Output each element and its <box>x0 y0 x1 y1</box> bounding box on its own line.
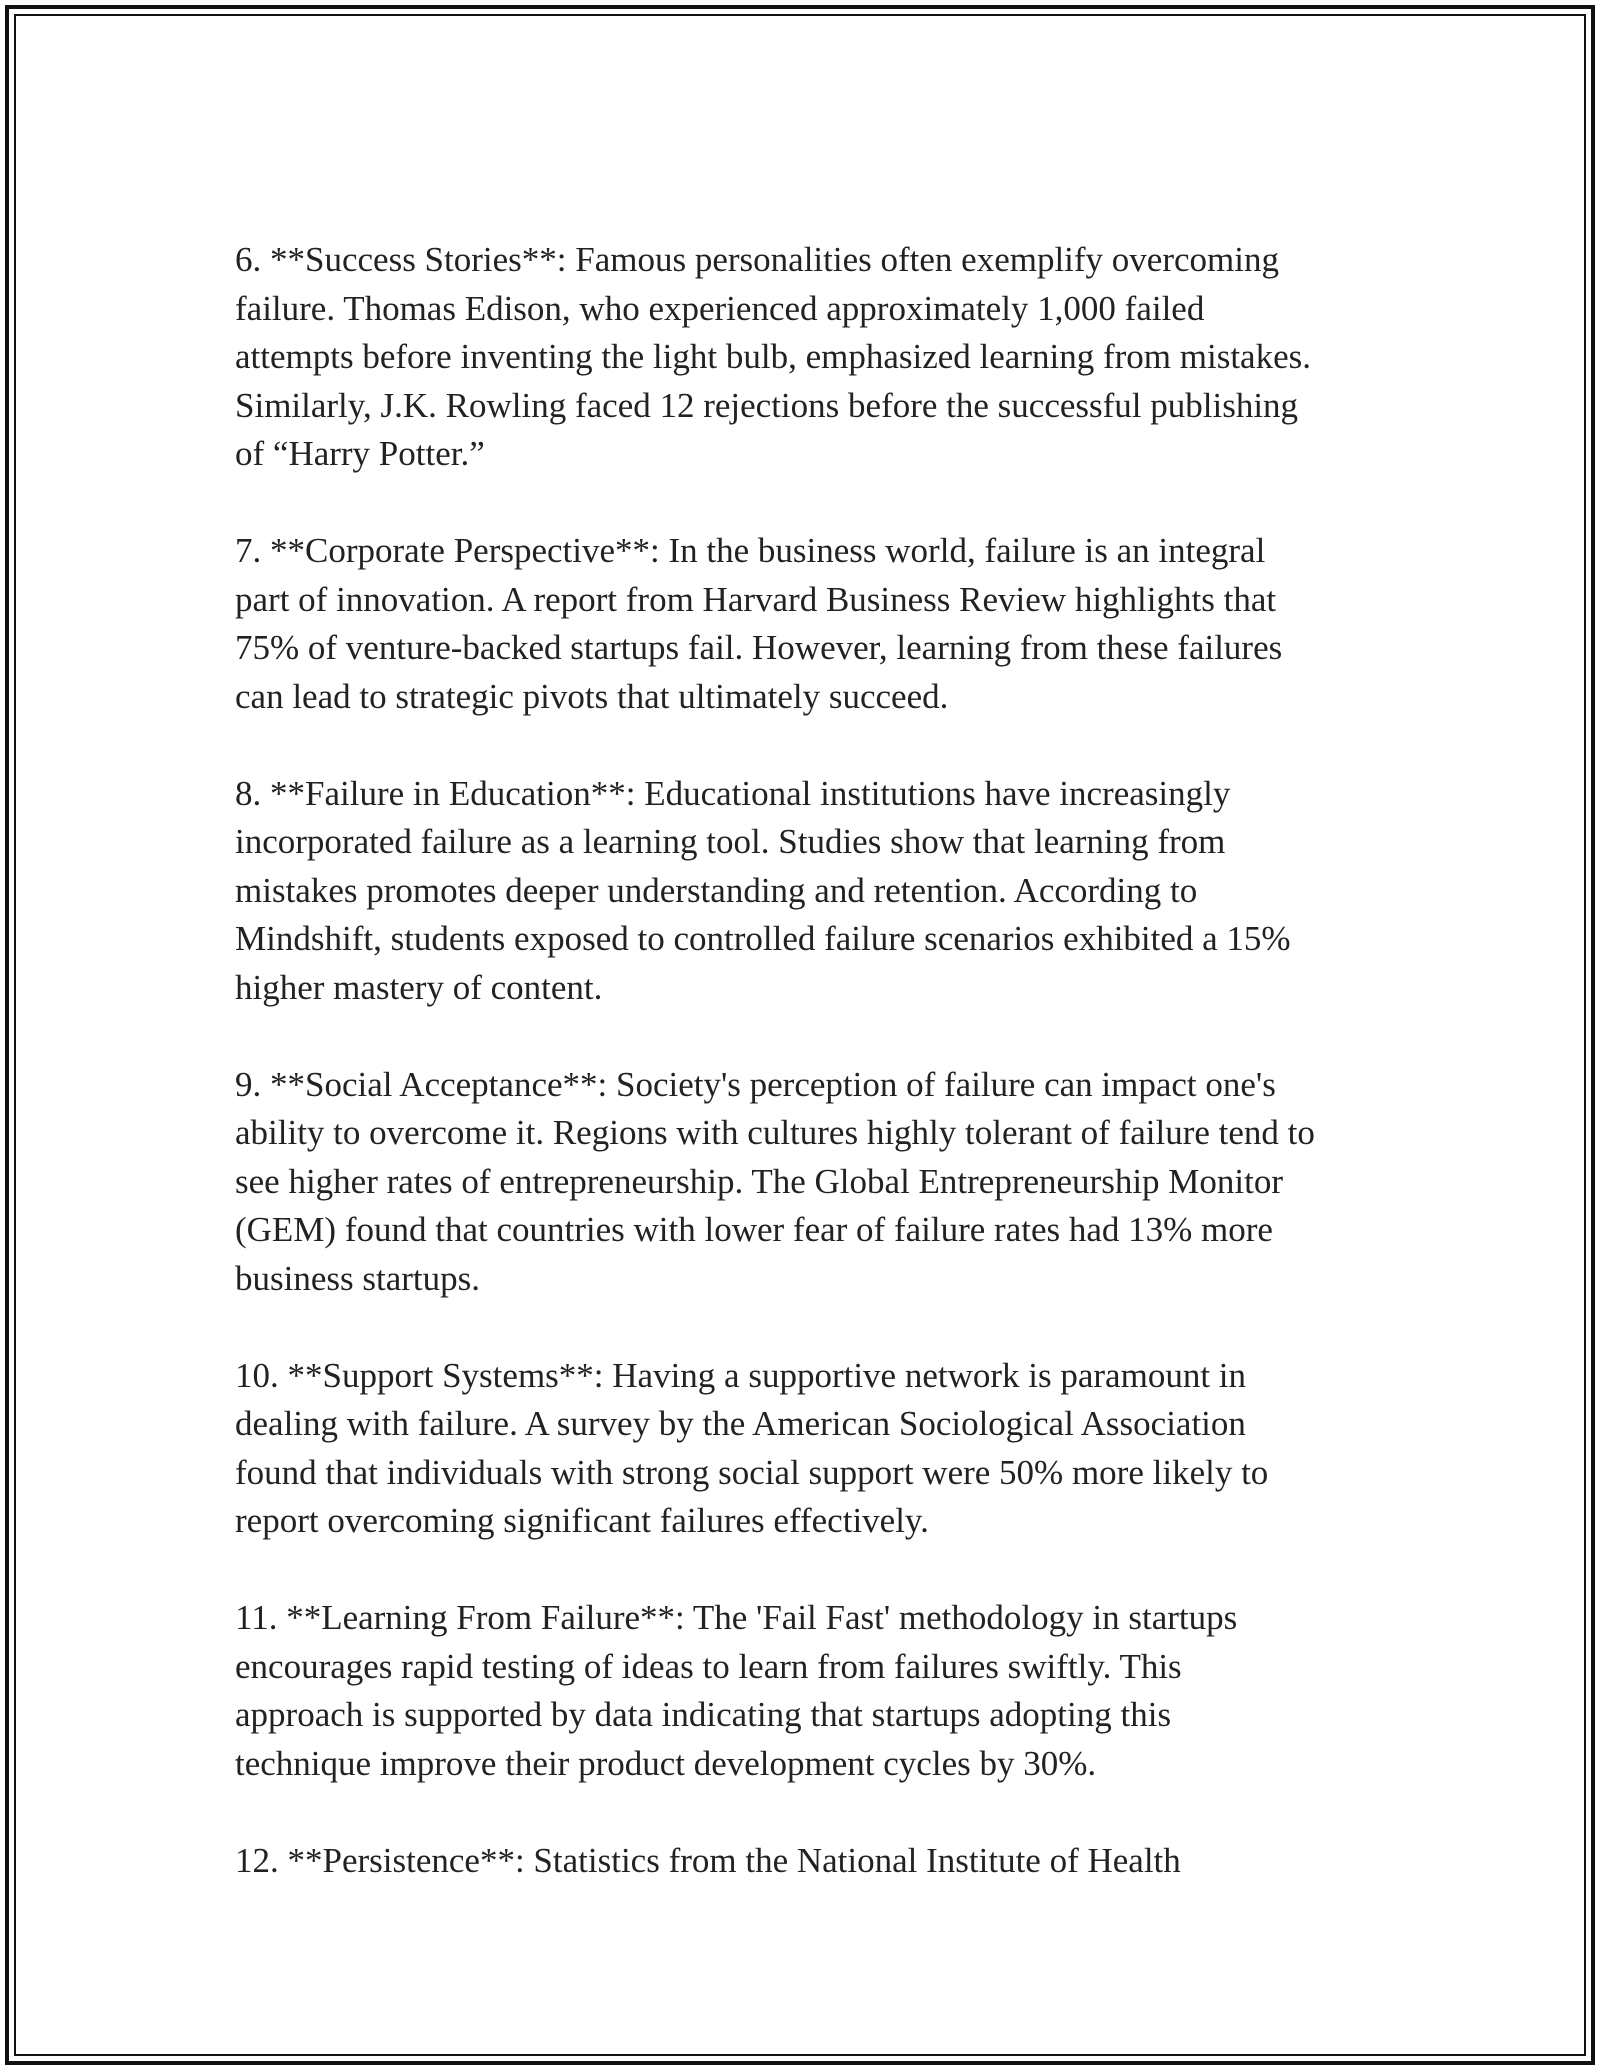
paragraph-social-acceptance <box>235 1061 1375 1304</box>
text-line: business startups. <box>235 1258 480 1298</box>
text-line: 9. **Social Acceptance**: Society's perception of failure can impact one's <box>235 1064 1276 1104</box>
text-line: Similarly, J.K. Rowling faced 12 rejections before the successful publishing <box>235 385 1299 425</box>
text-line: incorporated failure as a learning tool. Studies show that learning from <box>235 822 1226 861</box>
text-line: attempts before inventing the light bulb, emphasized learning from mistakes. <box>235 337 1311 376</box>
text-line: of “Harry Potter.” <box>235 434 485 473</box>
text-line: part of innovation. A report from Harvard Business Review highlights that <box>235 579 1277 619</box>
text-line: 7. **Corporate Perspective**: In the business world, failure is an integral <box>235 531 1266 570</box>
paragraph-failure-in-education <box>235 770 1375 1013</box>
paragraph-corporate-perspective <box>235 527 1375 721</box>
text-line: technique improve their product development cycles by 30%. <box>235 1743 1097 1783</box>
text-line: can lead to strategic pivots that ultimately succeed. <box>235 676 949 716</box>
text-line: 6. **Success Stories**: Famous personalities often exemplify overcoming <box>235 240 1279 279</box>
text-line: report overcoming significant failures effectively. <box>235 1501 929 1540</box>
text-line: failure. Thomas Edison, who experienced approximately 1,000 failed <box>235 288 1205 328</box>
text-line: see higher rates of entrepreneurship. The Global Entrepreneurship Monitor <box>235 1161 1284 1201</box>
text-line: encourages rapid testing of ideas to learn from failures swiftly. This <box>235 1646 1182 1686</box>
paragraph-persistence <box>235 1837 1375 1886</box>
paragraph-support-systems <box>235 1352 1375 1546</box>
paragraph-success-stories <box>235 236 1375 479</box>
text-line: approach is supported by data indicating that startups adopting this <box>235 1695 1172 1734</box>
text-line: higher mastery of content. <box>235 967 603 1007</box>
paragraph-learning-from-failure <box>235 1594 1375 1788</box>
text-line: mistakes promotes deeper understanding and retention. According to <box>235 870 1198 910</box>
text-line: 8. **Failure in Education**: Educational institutions have increasingly <box>235 773 1231 813</box>
text-line: (GEM) found that countries with lower fear of failure rates had 13% more <box>235 1210 1273 1249</box>
text-line: found that individuals with strong social support were 50% more likely to <box>235 1452 1269 1492</box>
text-line: Mindshift, students exposed to controlled failure scenarios exhibited a 15% <box>235 919 1291 958</box>
text-line: dealing with failure. A survey by the American Sociological Association <box>235 1404 1246 1443</box>
text-line: ability to overcome it. Regions with cultures highly tolerant of failure tend to <box>235 1113 1315 1152</box>
text-line: 10. **Support Systems**: Having a supportive network is paramount in <box>235 1355 1247 1395</box>
text-line: 12. **Persistence**: Statistics from the National Institute of Health <box>235 1840 1181 1880</box>
text-line: 11. **Learning From Failure**: The 'Fail Fast' methodology in startups <box>235 1598 1238 1637</box>
text-line: 75% of venture-backed startups fail. However, learning from these failures <box>235 628 1283 667</box>
document-body <box>235 236 1375 1934</box>
